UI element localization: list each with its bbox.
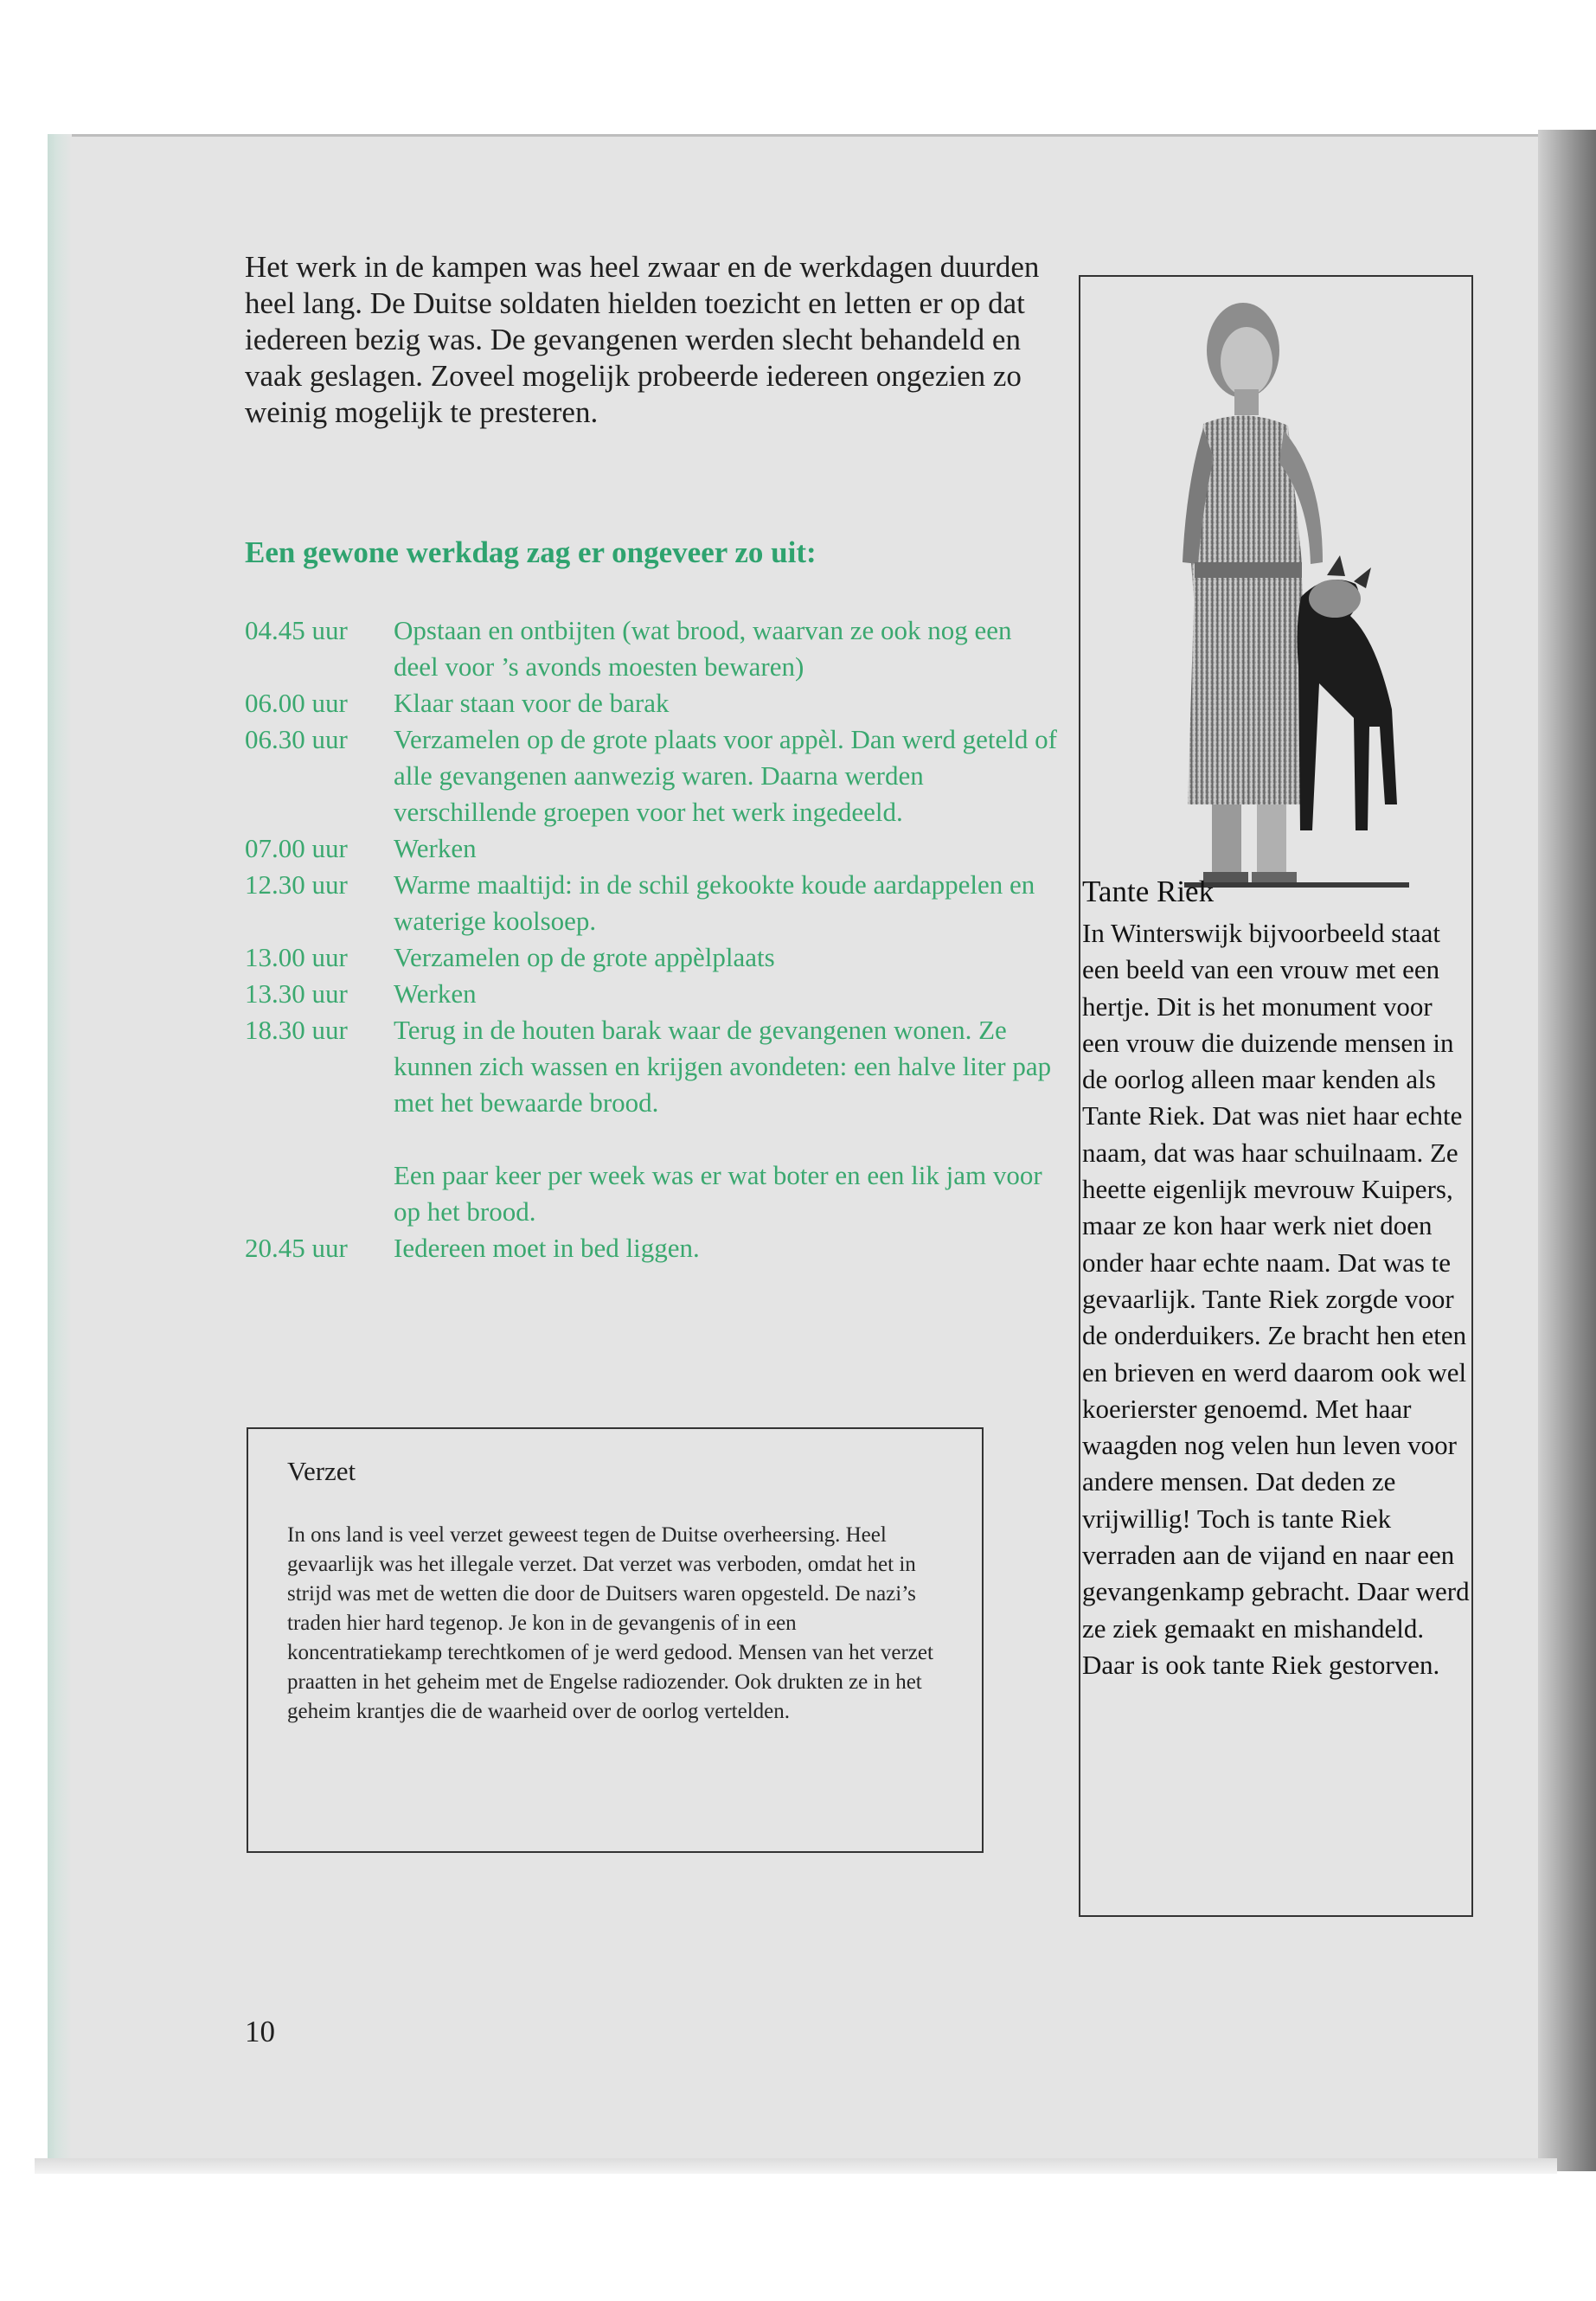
schedule-text: Klaar staan voor de barak bbox=[394, 688, 670, 718]
schedule-time: 20.45 uur bbox=[245, 1233, 348, 1263]
tante-riek-title: Tante Riek bbox=[1082, 875, 1215, 908]
schedule-row bbox=[245, 721, 1058, 830]
schedule-text: Opstaan en ontbijten (wat brood, waarvan ze ook nog een deel voor ’s avonds moesten bewaren) bbox=[394, 615, 1012, 682]
schedule-row bbox=[245, 1012, 1058, 1121]
schedule-time: 06.00 uur bbox=[245, 688, 348, 718]
schedule-note-row bbox=[245, 1157, 1058, 1230]
schedule-text: Warme maaltijd: in de schil gekookte koude aardappelen en waterige koolsoep. bbox=[394, 869, 1035, 936]
schedule-row bbox=[245, 939, 1058, 976]
schedule-row bbox=[245, 830, 1058, 867]
page-binding-shadow bbox=[1538, 130, 1596, 2171]
schedule-time: 04.45 uur bbox=[245, 615, 348, 645]
schedule-row bbox=[245, 612, 1058, 685]
statue-photo bbox=[1150, 277, 1426, 888]
schedule-time: 07.00 uur bbox=[245, 833, 348, 863]
schedule-time bbox=[245, 1157, 394, 1230]
schedule-time: 13.00 uur bbox=[245, 942, 348, 972]
tante-riek-body: In Winterswijk bijvoorbeeld staat een beeld van een vrouw met een hertje. Dit is het monument voor een vrouw die duizende mensen in de oorlog alleen maar kenden als Tante Riek. Dat was niet haar echte naam, dat was haar schuilnaam. Ze heette eigenlijk mevrouw Kuipers, maar ze kon haar werk niet doen onder haar echte naam. Dat was te gevaarlijk. Tante Riek zorgde voor de onderduikers. Ze bracht hen eten en brieven en werd daarom ook wel koerierster genoemd. Met haar waagden nog velen hun leven voor andere mensen. Dat deden ze vrijwillig! Toch is tante Riek verraden aan de vijand en naar een gevangenkamp gebracht. Daar werd ze ziek gemaakt en mishandeld. Daar is ook tante Riek gestorven. bbox=[1082, 918, 1470, 1680]
schedule-text: Werken bbox=[394, 833, 477, 863]
schedule-time: 06.30 uur bbox=[245, 724, 348, 754]
verzet-body: In ons land is veel verzet geweest tegen de Duitse overheersing. Heel gevaarlijk was het illegale verzet. Dat verzet was verboden, omdat het in strijd was met de wetten die door de Duitsers waren opgesteld. De nazi’s traden hier hard tegenop. Je kon in de gevangenis of in een koncentratiekamp terechtkomen of je werd gedood. Mensen van het verzet praatten in het geheim met de Engelse radiozender. Ook drukten ze in het geheim krantjes die de waarheid over de oorlog vertelden. bbox=[287, 1523, 933, 1723]
schedule-row bbox=[245, 1230, 1058, 1266]
page-left-edge bbox=[48, 134, 72, 2158]
schedule-time: 12.30 uur bbox=[245, 869, 348, 900]
schedule-text: Verzamelen op de grote appèlplaats bbox=[394, 942, 775, 972]
schedule-row bbox=[245, 976, 1058, 1012]
tante-riek-box bbox=[1079, 275, 1473, 1917]
intro-paragraph: Het werk in de kampen was heel zwaar en de werkdagen duurden heel lang. De Duitse soldaten hielden toezicht en letten er op dat iedereen bezig was. De gevangenen werden slecht behandeld en vaak geslagen. Zoveel mogelijk probeerde iedereen ongezien zo weinig mogelijk te presteren. bbox=[245, 250, 1040, 429]
schedule-text: Werken bbox=[394, 978, 477, 1009]
schedule-row bbox=[245, 867, 1058, 939]
verzet-box bbox=[247, 1427, 984, 1853]
schedule-list bbox=[245, 612, 1058, 1266]
schedule-time: 13.30 uur bbox=[245, 978, 348, 1009]
page-number: 10 bbox=[245, 2015, 275, 2048]
page-bottom-edge bbox=[35, 2158, 1557, 2174]
schedule-text: Iedereen moet in bed liggen. bbox=[394, 1233, 700, 1263]
verzet-title: Verzet bbox=[287, 1456, 356, 1486]
schedule-row bbox=[245, 685, 1058, 721]
schedule-heading: Een gewone werkdag zag er ongeveer zo uit: bbox=[245, 535, 817, 569]
schedule-note: Een paar keer per week was er wat boter en een lik jam voor op het brood. bbox=[394, 1160, 1042, 1227]
schedule-text: Terug in de houten barak waar de gevangenen wonen. Ze kunnen zich wassen en krijgen avondeten: een halve liter pap met het bewaarde brood. bbox=[394, 1015, 1052, 1118]
schedule-text: Verzamelen op de grote plaats voor appèl. Dan werd geteld of alle gevangenen aanwezig waren. Daarna werden verschillende groepen voor het werk ingedeeld. bbox=[394, 724, 1057, 827]
schedule-time: 18.30 uur bbox=[245, 1015, 348, 1045]
